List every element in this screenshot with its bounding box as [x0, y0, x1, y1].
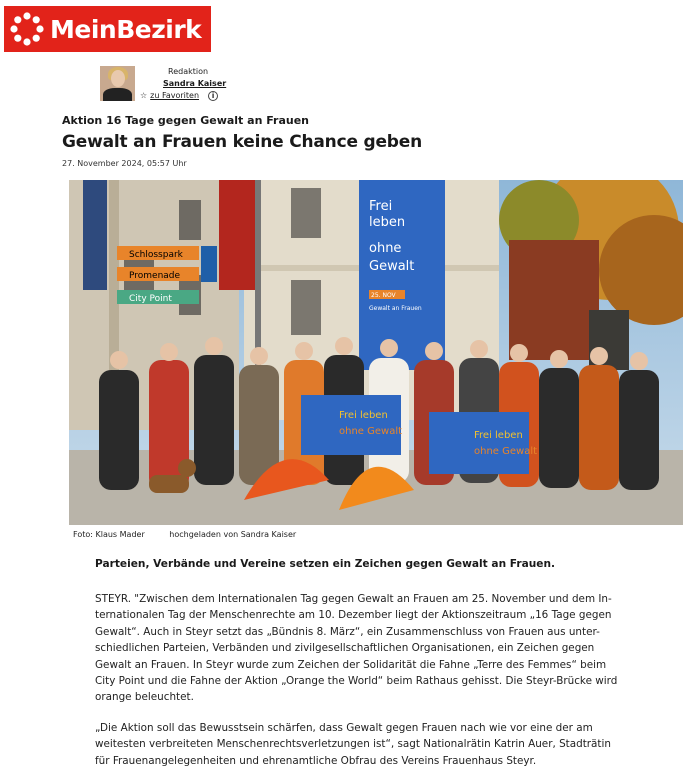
paragraph-line: STEYR. "Zwischen dem Internationalen Tag gegen Gewalt an Frauen am 25. November und dem In-	[95, 593, 612, 605]
held-banner-2-line-1: Frei leben	[474, 430, 523, 441]
article-kicker: Aktion 16 Tage gegen Gewalt an Frauen	[62, 114, 310, 127]
article-paragraph-1	[95, 591, 670, 706]
banner-line-1: Frei	[369, 199, 393, 214]
paragraph-line: Gewalt“. Auch in Steyr setzt das „Bündnis 8. März“, ein Zusammenschluss von Frauen aus unter-	[95, 625, 600, 638]
photo-uploader: hochgeladen von Sandra Kaiser	[169, 530, 297, 539]
paragraph-line: ternationalen Tag der Menschenrechte am 10. Dezember liegt der Aktionszeitraum „16 Tage gegen	[95, 609, 612, 622]
banner-subtitle: Gewalt an Frauen	[369, 305, 422, 312]
paragraph-line: für Frauenangelegenheiten und ehrenamtliche Obfrau des Vereins Frauenhaus Steyr.	[95, 754, 537, 767]
held-banner-2-line-2: ohne Gewalt	[474, 446, 538, 457]
banner-line-2: leben	[369, 215, 406, 230]
author-avatar[interactable]	[100, 66, 135, 101]
author-role: Redaktion	[168, 67, 209, 76]
article-date: 27. November 2024, 05:57 Uhr	[62, 159, 187, 168]
held-banner-1-line-1: Frei leben	[339, 410, 388, 421]
brand-logo[interactable]	[4, 6, 211, 52]
banner-line-4: Gewalt	[369, 259, 415, 274]
banner-line-3: ohne	[369, 241, 402, 256]
paragraph-line: schiedlichen Parteien, Verbänden und zivilgesellschaftlichen Organisationen, ein Zeichen gegen	[95, 642, 595, 655]
star-icon: ☆	[140, 91, 148, 100]
sign-schlosspark: Schlosspark	[129, 250, 183, 260]
paragraph-line: „Die Aktion soll das Bewusstsein schärfen, dass Gewalt gegen Frauen nach wie vor eine der am	[95, 722, 593, 734]
info-icon[interactable]: i	[208, 91, 218, 101]
photo-caption	[73, 530, 296, 539]
banner-badge: 25. NOV	[371, 292, 396, 299]
sign-promenade: Promenade	[129, 271, 181, 281]
held-banner-1-line-2: ohne Gewalt	[339, 426, 403, 437]
sign-city-point: City Point	[129, 294, 172, 304]
article-title: Gewalt an Frauen keine Chance geben	[62, 132, 422, 152]
author-name-link[interactable]: Sandra Kaiser	[163, 79, 227, 88]
photo-credit: Foto: Klaus Mader	[73, 530, 145, 539]
paragraph-line: weitesten verbreiteten Menschenrechtsverletzungen ist“, sagt Nationalrätin Katrin Auer, Stadträtin	[95, 738, 611, 751]
brand-name: MeinBezirk	[50, 14, 202, 44]
article-paragraph-2	[95, 720, 670, 769]
paragraph-line: Gewalt an Frauen. In Steyr wurde zum Zeichen der Solidarität die Fahne „Terre des Femmes“ beim	[95, 658, 607, 671]
paragraph-line: City Point und die Fahne der Aktion „Orange the World“ beim Rathaus gehisst. Die Steyr-Brücke wird	[95, 675, 618, 688]
author-block	[100, 66, 226, 102]
sun-logo-icon	[10, 12, 44, 46]
article-lead: Parteien, Verbände und Vereine setzen ein Zeichen gegen Gewalt an Frauen.	[95, 558, 556, 570]
favorites-label: zu Favoriten	[150, 91, 200, 100]
paragraph-line: orange beleuchtet.	[95, 691, 194, 704]
add-to-favorites-button[interactable]	[140, 90, 226, 102]
article-photo[interactable]	[69, 180, 683, 525]
